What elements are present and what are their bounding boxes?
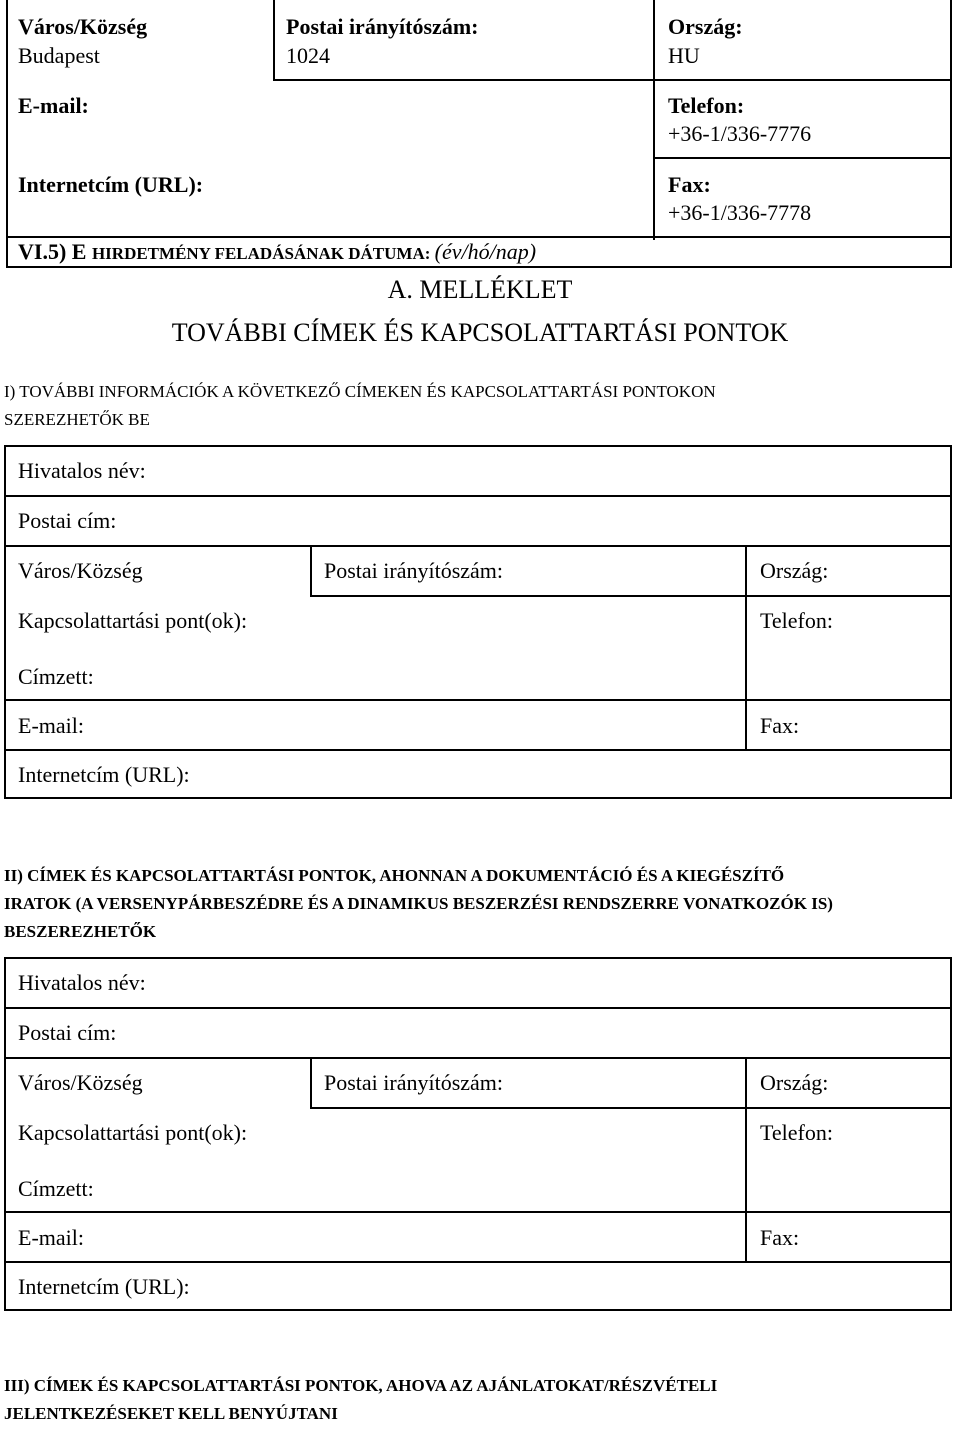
section-2-heading-line2: IRATOK (A VERSENYPÁRBESZÉDRE ÉS A DINAMIKUS BESZERZÉSI RENDSZERRE VONATKOZÓK IS) — [4, 894, 833, 913]
annex-subtitle: TOVÁBBI CÍMEK ÉS KAPCSOLATTARTÁSI PONTOK — [171, 318, 789, 347]
section-3-heading-line1: III) CÍMEK ÉS KAPCSOLATTARTÁSI PONTOK, AHOVA AZ AJÁNLATOKAT/RÉSZVÉTELI — [4, 1376, 718, 1395]
postal-code-label: Postai irányítószám: — [324, 558, 504, 583]
section-number: VI.5) E — [18, 239, 92, 264]
attention-label: Címzett: — [18, 664, 94, 689]
postal-address-label: Postai cím: — [18, 508, 117, 533]
city-label: Város/Község — [18, 1070, 143, 1095]
contact-points-label: Kapcsolattartási pont(ok): — [18, 608, 248, 633]
email-label: E-mail: — [18, 93, 89, 118]
city-label: Város/Község — [18, 558, 143, 583]
official-name-label: Hivatalos név: — [18, 458, 146, 483]
city-label: Város/Község — [18, 14, 148, 39]
fax-label: Fax: — [668, 172, 711, 197]
country-label: Ország: — [760, 1070, 829, 1095]
phone-value: +36-1/336-7776 — [668, 121, 812, 146]
postal-code-label: Postai irányítószám: — [286, 14, 479, 39]
section-3-heading-line2: JELENTKEZÉSEKET KELL BENYÚJTANI — [4, 1404, 338, 1423]
email-label: E-mail: — [18, 1225, 84, 1250]
phone-label: Telefon: — [760, 608, 833, 633]
postal-code-label: Postai irányítószám: — [324, 1070, 504, 1095]
official-name-label: Hivatalos név: — [18, 970, 146, 995]
url-label: Internetcím (URL): — [18, 1274, 190, 1299]
email-label: E-mail: — [18, 713, 84, 738]
url-label: Internetcím (URL): — [18, 172, 204, 197]
postal-code-value: 1024 — [286, 43, 330, 68]
url-label: Internetcím (URL): — [18, 762, 190, 787]
fax-value: +36-1/336-7778 — [668, 200, 812, 225]
annex-title: A. MELLÉKLET — [387, 275, 573, 304]
fax-label: Fax: — [760, 1225, 800, 1250]
fax-label: Fax: — [760, 713, 800, 738]
city-value: Budapest — [18, 43, 100, 68]
dispatch-date-heading — [18, 237, 536, 269]
section-1-heading-line2: SZEREZHETŐK BE — [4, 410, 150, 429]
country-label: Ország: — [668, 14, 743, 39]
country-value: HU — [668, 43, 700, 68]
section-1-heading-line1: I) TOVÁBBI INFORMÁCIÓK A KÖVETKEZŐ CÍMEKEN ÉS KAPCSOLATTARTÁSI PONTOKON — [4, 382, 716, 401]
phone-label: Telefon: — [668, 93, 745, 118]
section-2-heading-line3: BESZEREZHETŐK — [4, 922, 157, 941]
country-label: Ország: — [760, 558, 829, 583]
section-2-heading-line1: II) CÍMEK ÉS KAPCSOLATTARTÁSI PONTOK, AHONNAN A DOKUMENTÁCIÓ ÉS A KIEGÉSZÍTŐ — [4, 866, 785, 885]
attention-label: Címzett: — [18, 1176, 94, 1201]
section-title: HIRDETMÉNY FELADÁSÁNAK DÁTUMA: — [91, 244, 435, 263]
phone-label: Telefon: — [760, 1120, 833, 1145]
contact-points-label: Kapcsolattartási pont(ok): — [18, 1120, 248, 1145]
postal-address-label: Postai cím: — [18, 1020, 117, 1045]
date-format: (év/hó/nap) — [434, 239, 537, 264]
